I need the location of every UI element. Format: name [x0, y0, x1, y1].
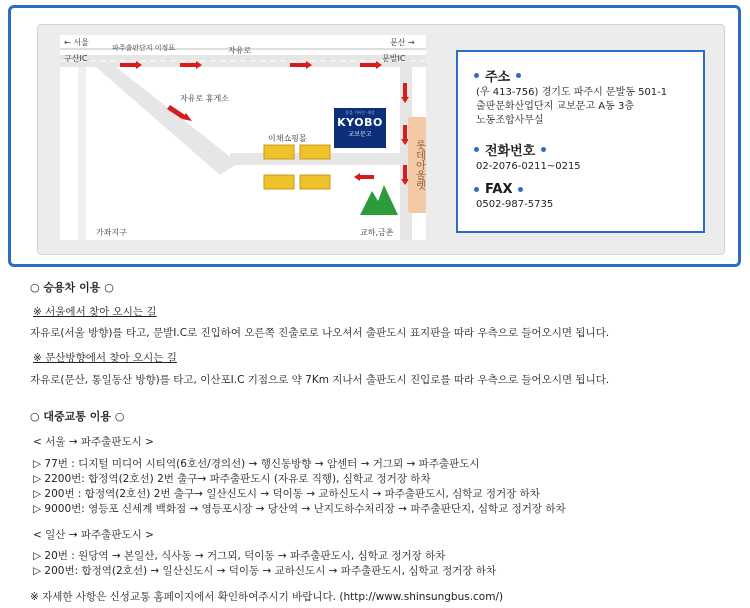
bus-route: ▷ 2200번: 합정역(2호선) 2번 출구→ 파주출판도시 (자유로 직행), 심학교 정거장 하차 [33, 473, 431, 485]
footer-note: ※ 자세한 사항은 신성교통 홈페이지에서 확인하여주시기 바랍니다. (http://www.shinsungbus.com/) [30, 591, 504, 603]
address-line: (우 413-756) 경기도 파주시 문발동 501-1 [476, 87, 668, 98]
bus-route: ▷ 20번 : 원당역 → 본일산, 식사동 → 거그뫼, 덕이동 → 파주출판도시, 심학교 정거장 하차 [33, 550, 446, 562]
bullet-icon [516, 73, 521, 78]
map-panel [37, 24, 725, 255]
mountain-icon [360, 185, 398, 215]
map-label-rest-area: 자유로 휴게소 [180, 94, 229, 103]
seoul-directions-title: ※ 서울에서 찾아 오시는 길 [33, 306, 157, 318]
phone-section [474, 140, 581, 173]
phone-number: 02-2076-0211~0215 [476, 161, 581, 172]
munsan-directions-desc: 자유로(문산, 통일동산 방향)를 타고, 이산포I.C 기점으로 약 7Km 지나서 출판도시 진입로를 따라 우측으로 들어오시면 됩니다. [30, 374, 610, 386]
map-label-paju-sign: 파주출판단지 이정표 [112, 44, 176, 52]
phone-title: 전화번호 [485, 144, 536, 159]
map-label-gyoha: 교하,금촌 [360, 228, 394, 237]
bus-route: ▷ 77번 : 디지털 미디어 시티역(6호선/경의선) → 행신동방향 → 암센터 → 거그뫼 → 파주출판도시 [33, 458, 480, 470]
bus-route: ▷ 200번: 합정역(2호선) → 일산신도시 → 덕이동 → 교하신도시 → 파주출판도시, 심학교 정거장 하차 [33, 565, 497, 577]
location-map [60, 35, 426, 240]
seoul-route-title: < 서울 → 파주출판도시 > [33, 436, 154, 448]
fax-title: FAX [485, 182, 513, 197]
bullet-icon [474, 73, 479, 78]
map-label-ichae: 이채쇼핑몰 [268, 134, 307, 143]
ilsan-route-title: < 일산 → 파주출판도시 > [33, 529, 154, 541]
map-label-gaja: 가좌지구 [96, 228, 127, 237]
map-label-simhak: 심학산 [366, 218, 387, 226]
map-label-munbal-ic: 문발IC [382, 54, 406, 63]
contact-info-box [456, 50, 705, 233]
map-label-guksan-ic: 구산IC [64, 54, 88, 63]
munsan-directions-title: ※ 문산방향에서 찾아 오시는 길 [33, 352, 177, 364]
address-line: 출판문화산업단지 교보문고 A동 3층 [476, 101, 634, 112]
address-section [474, 66, 667, 127]
car-heading: ○ 승용차 이용 ○ [30, 281, 114, 294]
map-label-jayuro: 자유로 [228, 46, 252, 55]
fax-number: 0502-987-5735 [476, 199, 554, 210]
bus-route: ▷ 200번 : 합정역(2호선) 2번 출구→ 일산신도시 → 덕이동 → 교하신도시 → 파주출판도시, 심학교 정거장 하차 [33, 488, 540, 500]
bus-route: ▷ 9000번: 영등포 신세계 백화점 → 영등포시장 → 당산역 → 난지도하수처리장 → 파주출판단지, 심학교 정거장 하차 [33, 503, 566, 515]
bullet-icon [474, 147, 479, 152]
bullet-icon [541, 147, 546, 152]
address-line: 노동조합사무실 [476, 115, 544, 126]
fax-section [474, 182, 553, 211]
seoul-directions-desc: 자유로(서울 방향)를 타고, 문발I.C로 진입하여 오른쪽 진출로로 나오셔서 출판도시 표지판을 따라 우측으로 들어오시면 됩니다. [30, 327, 610, 339]
bullet-icon [474, 187, 479, 192]
map-frame [8, 5, 741, 267]
address-title: 주소 [485, 70, 511, 85]
buildings [264, 145, 330, 189]
bullet-icon [518, 187, 523, 192]
map-label-seoul: ← 서울 [64, 38, 89, 47]
map-label-munsan: 문산 → [390, 38, 415, 47]
transit-heading: ○ 대중교통 이용 ○ [30, 410, 125, 423]
kyobo-logo: 좋을 가꾸는 세상 KYOBO 교보문고 [334, 108, 386, 148]
lotte-outlet-label: 롯데아울렛 [408, 117, 426, 213]
